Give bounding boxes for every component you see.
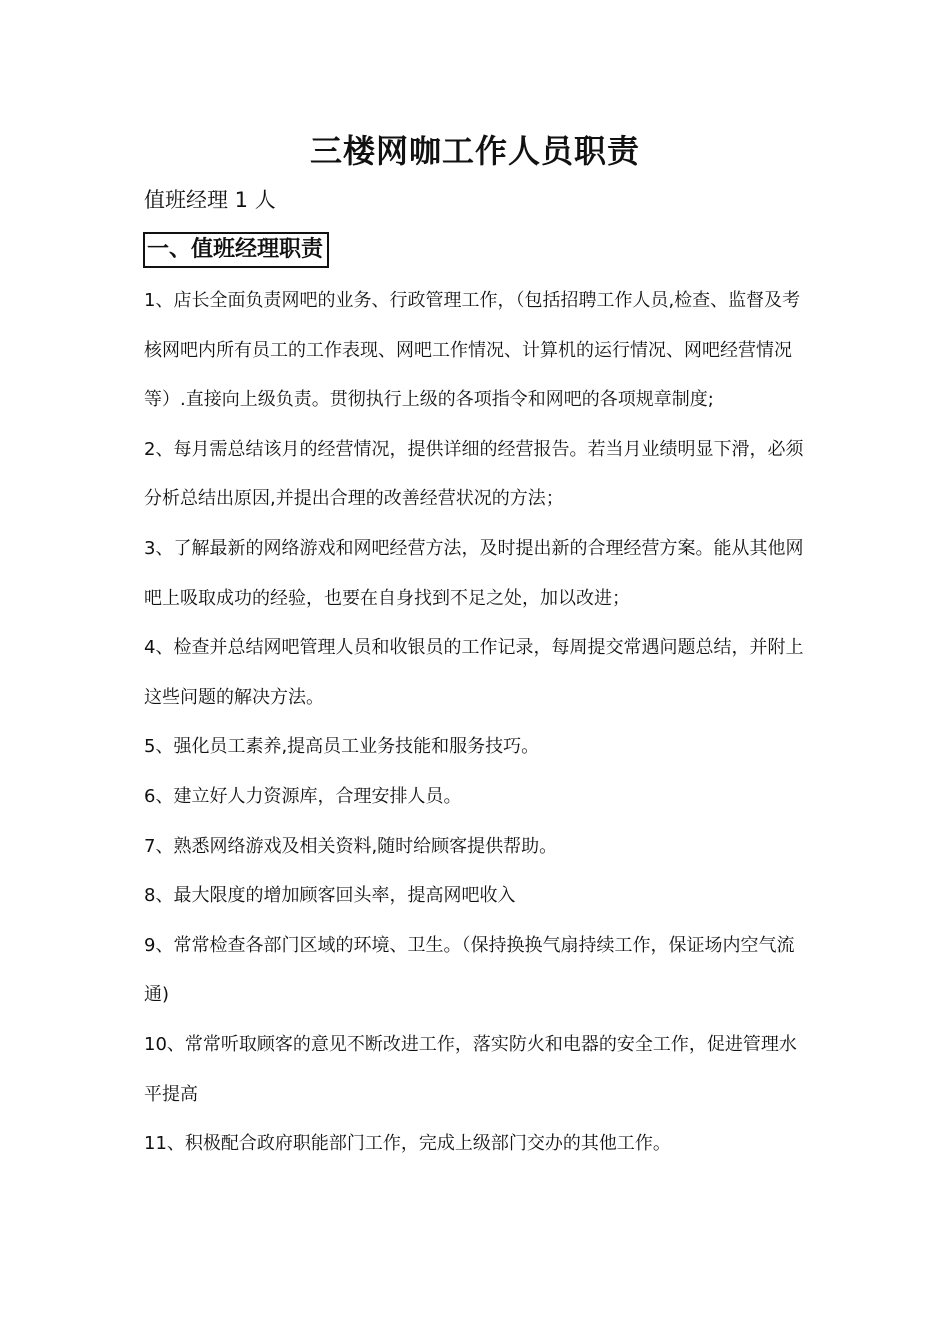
section-heading-duty-manager: 一、值班经理职责 xyxy=(143,232,329,268)
duty-item-7: 7、熟悉网络游戏及相关资料,随时给顾客提供帮助。 xyxy=(144,835,558,857)
duty-item-8: 8、最大限度的增加顾客回头率，提高网吧收入 xyxy=(144,885,516,907)
duty-list xyxy=(144,276,810,1169)
duty-item-5: 5、强化员工素养,提高员工业务技能和服务技巧。 xyxy=(144,736,540,758)
duty-item-9: 9、常常检查各部门区域的环境、卫生。（保持换换气扇持续工作，保证场内空气流通) xyxy=(144,934,795,1006)
staff-count-line: 值班经理 1 人 xyxy=(144,188,276,212)
duty-item-2: 2、每月需总结该月的经营情况，提供详细的经营报告。若当月业绩明显下滑，必须分析总结出原因,并提出合理的改善经营状况的方法； xyxy=(144,438,804,510)
duty-item-4: 4、检查并总结网吧管理人员和收银员的工作记录，每周提交常遇问题总结，并附上这些问题的解决方法。 xyxy=(144,637,804,708)
duty-item-6: 6、建立好人力资源库，合理安排人员。 xyxy=(144,785,462,807)
duty-item-3: 3、了解最新的网络游戏和网吧经营方法，及时提出新的合理经营方案。能从其他网吧上吸取成功的经验，也要在自身找到不足之处，加以改进； xyxy=(144,537,804,609)
duty-item-10: 10、常常听取顾客的意见不断改进工作，落实防火和电器的安全工作，促进管理水平提高 xyxy=(144,1033,797,1105)
document-title: 三楼网咖工作人员职责 xyxy=(309,132,640,170)
duty-item-1: 1、店长全面负责网吧的业务、行政管理工作，（包括招聘工作人员,检查、监督及考核网吧内所有员工的工作表现、网吧工作情况、计算机的运行情况、网吧经营情况等）.直接向上级负责。贯彻执行上级的各项指令和网吧的各项规章制度; xyxy=(144,290,801,411)
duty-item-11: 11、积极配合政府职能部门工作，完成上级部门交办的其他工作。 xyxy=(144,1133,671,1155)
